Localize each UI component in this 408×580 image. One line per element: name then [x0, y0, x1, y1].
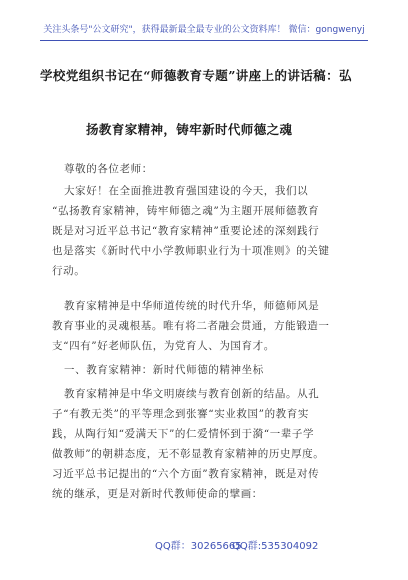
paragraph-intro-line: 大家好！在全面推进教育强国建设的今天，我们以 — [64, 185, 309, 197]
paragraph-history-line: 做教师”的朝耕态度，无不彰显教育家精神的历史厚度。 — [52, 448, 325, 460]
paragraph-intro-line: “弘扬教育家精神，铸牢师德之魂”为主题开展师德教育 — [52, 205, 320, 217]
paragraph-spirit-line: 支“四有”好老师队伍，为党育人、为国育才。 — [52, 340, 275, 352]
paragraph-intro-line: 行动。 — [52, 265, 86, 277]
paragraph-intro-line: 也是落实《新时代中小学教师职业行为十项准则》的关键 — [52, 245, 330, 257]
salutation: 尊敬的各位老师： — [64, 163, 153, 175]
document-title-line-1: 学校党组织书记在“师德教育专题”讲座上的讲话稿：弘 — [40, 68, 352, 83]
paragraph-intro-line: 既是对习近平总书记“教育家精神”重要论述的深刻践行 — [52, 225, 320, 237]
paragraph-spirit-line: 教育家精神是中华师道传统的时代升华，师德师风是 — [64, 300, 320, 312]
document-title-line-2: 扬教育家精神，铸牢新时代师德之魂 — [86, 122, 293, 137]
paragraph-history-line: 子“有教无类”的平等理念到张謇“实业救国”的教育实 — [52, 408, 309, 420]
paragraph-spirit-line: 教育事业的灵魂根基。唯有将二者融会贯通，方能锻造一 — [52, 320, 330, 332]
section-heading: 一、教育家精神：新时代师德的精神坐标 — [64, 364, 264, 376]
paragraph-history-line: 教育家精神是中华文明赓续与教育创新的结晶。从孔 — [64, 388, 320, 400]
header-banner: 关注头条号"公文研究"，获得最新最全最专业的公文资料库！ 微信：gongwenyj — [43, 25, 365, 35]
footer-qq-group-1: QQ群：30265665 — [155, 541, 242, 552]
paragraph-history-line: 践，从陶行知“爱满天下”的仁爱情怀到于漪“一辈子学 — [52, 428, 315, 440]
paragraph-history-line: 统的继承，更是对新时代教师使命的擘画： — [52, 488, 263, 500]
paragraph-history-line: 习近平总书记提出的“六个方面”教育家精神，既是对传 — [52, 468, 320, 480]
header-divider — [40, 40, 368, 41]
footer-qq-group-2: QQ群:535304092 — [232, 541, 319, 552]
